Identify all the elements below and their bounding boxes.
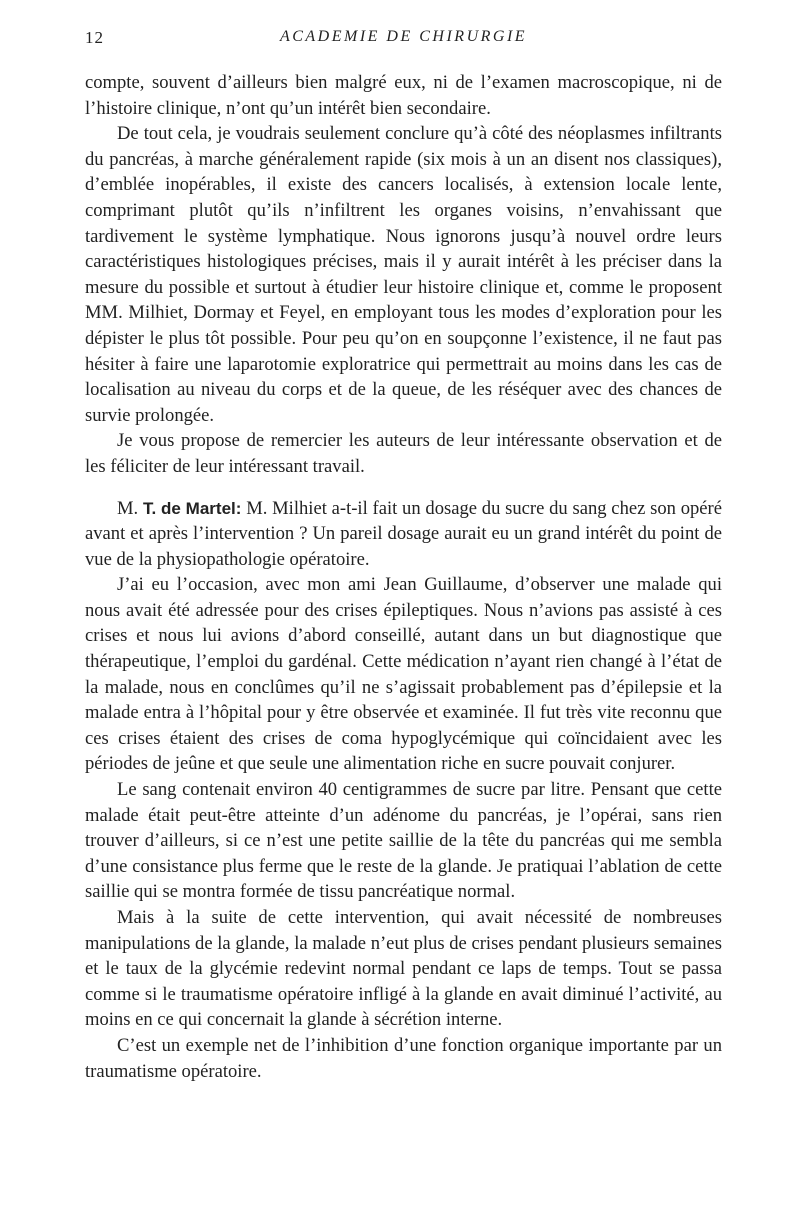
paragraph-de-martel-question (85, 496, 722, 573)
paragraph-blood-sugar: Le sang contenait environ 40 centigrammes de sucre par litre. Pensant que cette malade était peut-être atteinte d’un adénome du pancréas, je l’opérai, sans rien trouver d’ailleurs, si ce n’est une petite saillie de la tête du pancréas qui me sembla d’une consistance plus ferme que le reste de la glande. Je pratiquai l’ablation de cette saillie qui se montra formée de tissu pancréatique normal. (85, 779, 722, 903)
paragraph-closing: C’est un exemple net de l’inhibition d’une fonction organique importante par un traumatisme opératoire. (85, 1034, 722, 1082)
running-title: ACADEMIE DE CHIRURGIE (279, 28, 528, 45)
paragraph-case-report: J’ai eu l’occasion, avec mon ami Jean Guillaume, d’observer une malade qui nous avait été adressée pour des crises épileptiques. Nous n’avions pas assisté à ces crises et nous lui avions d’abord conseillé, autant dans un but diagnostique que thérapeutique, l’emploi du gardénal. Cette médication n’ayant rien changé à l’état de la malade, nous en conclûmes qu’il ne s’agissait probablement pas d’épilepsie et la malade entra à l’hôpital pour y être observée et examinée. Il fut très vite reconnu que ces crises étaient des crises de coma hypoglycémique qui coïncidaient avec les périodes de jeûne et que seule une alimentation riche en sucre pouvait conjurer. (85, 574, 722, 775)
paragraph-continuation: compte, souvent d’ailleurs bien malgré eux, ni de l’examen macroscopique, ni de l’histoire clinique, n’ont qu’un intérêt bien secondaire. (85, 72, 722, 119)
paragraph-outcome: Mais à la suite de cette intervention, qui avait nécessité de nombreuses manipulations de la glande, la malade n’eut plus de crises pendant plusieurs semaines et le taux de la glycémie redevint normal pendant ce laps de temps. Tout se passa comme si le traumatisme opératoire infligé à la glande en avait diminué l’activité, au moins en ce qui concernait la glande à sécrétion interne. (85, 907, 722, 1031)
paragraph-conclusion: De tout cela, je voudrais seulement conclure qu’à côté des néoplasmes infiltrants du pancréas, à marche généralement rapide (six mois à un an disent nos classiques), d’emblée inopérables, il existe des cancers localisés, à extension locale lente, comprimant plutôt qu’ils n’infiltrent les organes voisins, n’envahissant que tardivement le système lymphatique. Nous ignorons jusqu’à nouvel ordre leurs caractéristiques histologiques précises, mais il y aurait intérêt à les préciser dans la mesure du possible et surtout à étudier leur histoire clinique et, comme le proposent MM. Milhiet, Dormay et Feyel, en employant tous les modes d’exploration pour les dépister le plus tôt possible. Pour peu qu’on en soupçonne l’existence, il ne faut pas hésiter à faire une laparotomie exploratrice qui permettrait au moins dans les cas de localisation au niveau du corps et de la queue, de les réséquer avec des chances de survie prolongée. (85, 123, 722, 426)
page-number: 12 (85, 28, 104, 47)
page-header (85, 28, 722, 58)
speaker-prefix: M. (117, 497, 139, 519)
speaker-name: T. de Martel: (142, 498, 242, 518)
document-page (85, 28, 722, 1084)
paragraph-text: M. Milhiet a-t-il fait un dosage du sucre du sang chez son opéré avant et après l’intervention ? Un pareil dosage aurait eu un grand intérêt du point de vue de la physiopathologie opératoire. (85, 497, 722, 570)
paragraph-thanks: Je vous propose de remercier les auteurs de leur intéressante observation et de les féliciter de leur intéressant travail. (85, 430, 722, 477)
